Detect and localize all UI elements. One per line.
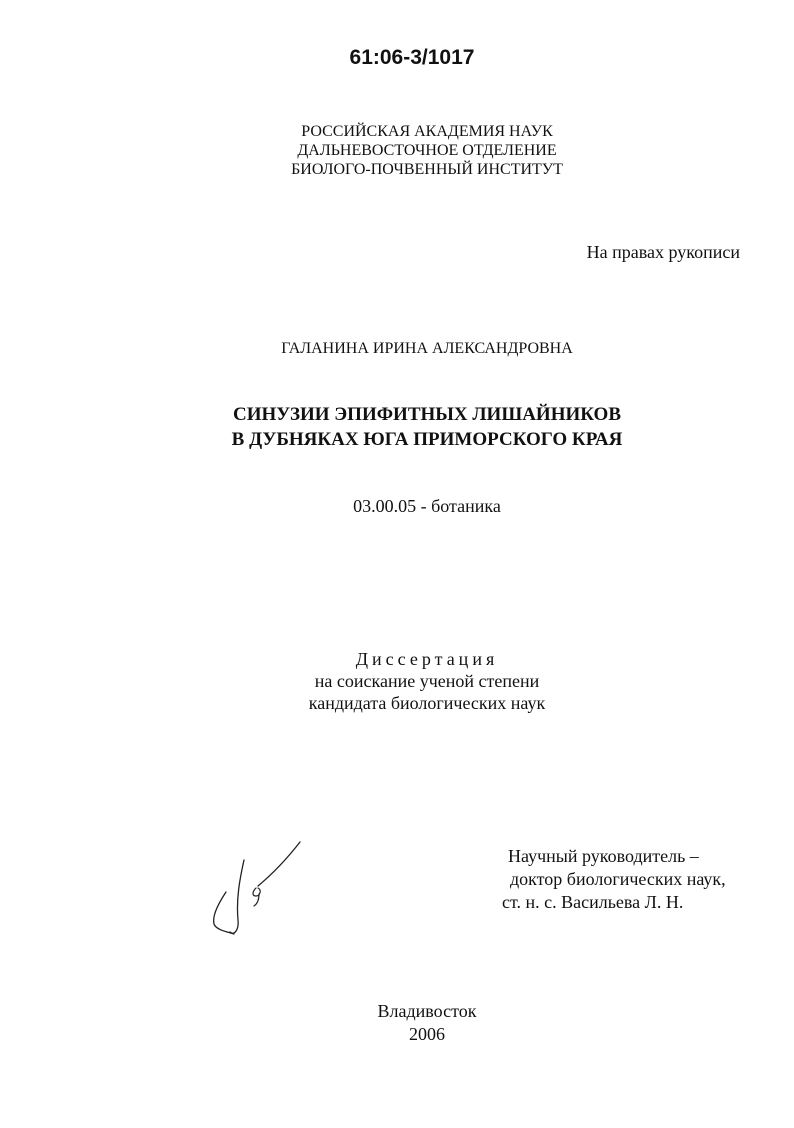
organization-line-academy: РОССИЙСКАЯ АКАДЕМИЯ НАУК xyxy=(301,123,553,140)
archive-code: 61:06-3/1017 xyxy=(349,46,475,69)
organization-block xyxy=(0,122,794,179)
thesis-title-line-1: СИНУЗИИ ЭПИФИТНЫХ ЛИШАЙНИКОВ xyxy=(232,404,622,425)
supervisor-role: Научный руководитель – xyxy=(508,846,699,866)
imprint-city: Владивосток xyxy=(377,1001,477,1021)
supervisor-block xyxy=(498,845,726,914)
specialty-code: 03.00.05 - ботаника xyxy=(353,496,501,516)
imprint-block xyxy=(0,1000,794,1046)
thesis-degree-line-2: кандидата биологических наук xyxy=(308,693,546,713)
thesis-degree-line-1: на соискание ученой степени xyxy=(314,671,540,691)
supervisor-degree: доктор биологических наук, xyxy=(510,869,726,889)
author-name: ГАЛАНИНА ИРИНА АЛЕКСАНДРОВНА xyxy=(281,340,573,357)
thesis-type-label: Диссертация xyxy=(355,649,499,669)
handwritten-signature xyxy=(196,838,316,948)
organization-line-institute: БИОЛОГО-ПОЧВЕННЫЙ ИНСТИТУТ xyxy=(291,161,563,178)
thesis-title-line-2: В ДУБНЯКАХ ЮГА ПРИМОРСКОГО КРАЯ xyxy=(231,429,623,450)
organization-line-branch: ДАЛЬНЕВОСТОЧНОЕ ОТДЕЛЕНИЕ xyxy=(297,142,557,159)
imprint-year: 2006 xyxy=(409,1024,445,1044)
thesis-type-block xyxy=(0,648,794,714)
manuscript-rights-note: На правах рукописи xyxy=(586,242,740,262)
supervisor-name: ст. н. с. Васильева Л. Н. xyxy=(502,892,684,912)
thesis-title xyxy=(0,402,794,452)
